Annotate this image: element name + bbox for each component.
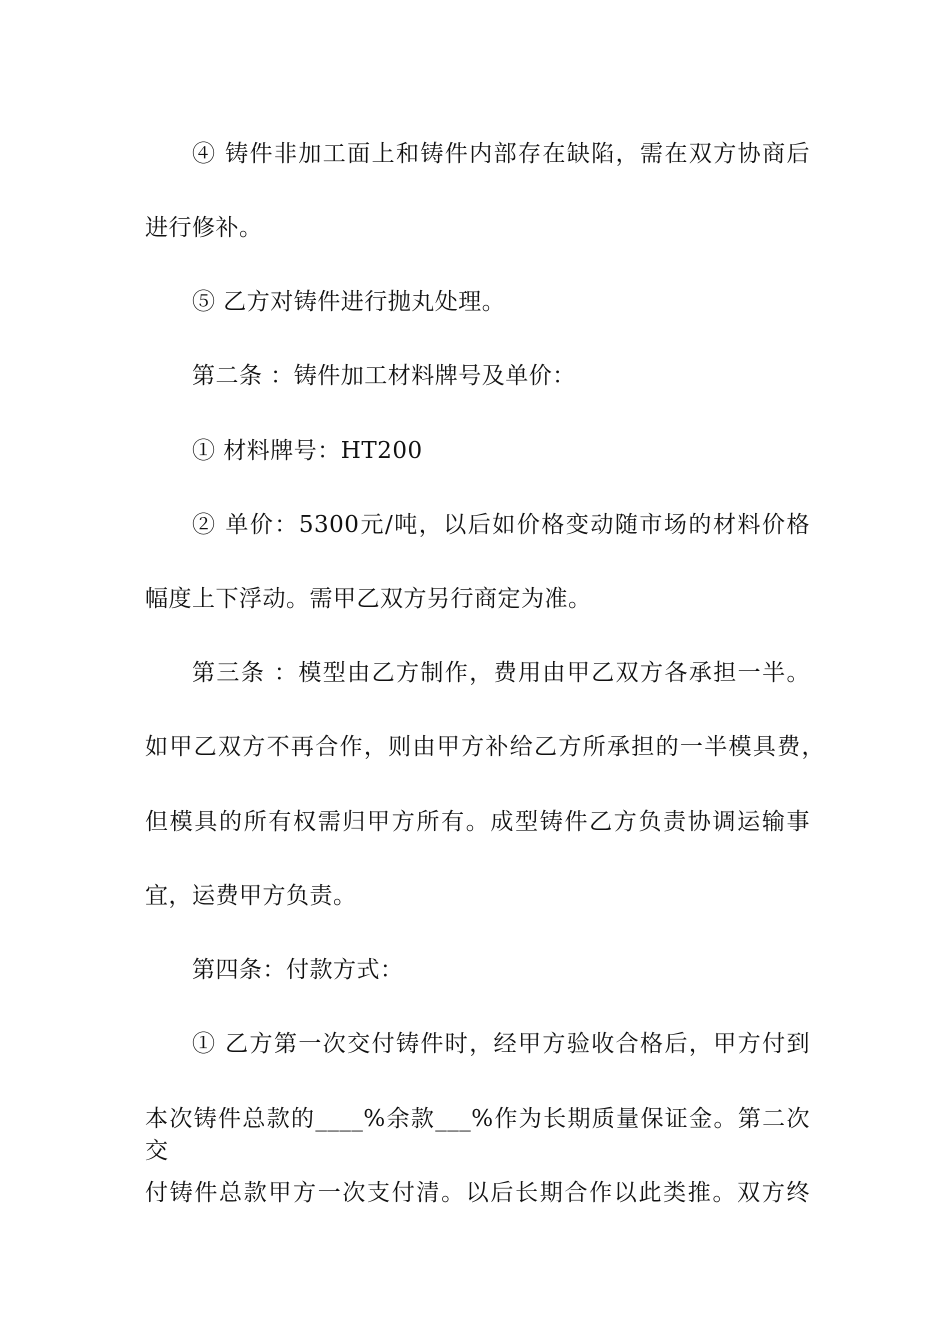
section-heading: 第三条 ：模型由乙方制作，费用由甲乙双方各承担一半。: [192, 660, 810, 686]
section-heading: 第四条：付款方式：: [192, 957, 404, 983]
paragraph-line: ④ 铸件非加工面上和铸件内部存在缺陷，需在双方协商后: [192, 141, 810, 167]
paragraph-line: 幅度上下浮动。需甲乙双方另行商定为准。: [145, 586, 592, 612]
paragraph-line: ① 乙方第一次交付铸件时，经甲方验收合格后，甲方付到: [192, 1031, 810, 1057]
paragraph-line: 进行修补。: [145, 215, 263, 241]
paragraph-line: 如甲乙双方不再合作，则由甲方补给乙方所承担的一半模具费，: [145, 734, 825, 760]
paragraph-line: ⑤ 乙方对铸件进行抛丸处理。: [192, 289, 506, 315]
paragraph-line: 但模具的所有权需归甲方所有。成型铸件乙方负责协调运输事: [145, 809, 810, 835]
section-heading: 第二条 ：铸件加工材料牌号及单价：: [192, 363, 576, 389]
paragraph-line: 本次铸件总款的____%余款___%作为长期质量保证金。第二次交: [145, 1106, 810, 1164]
paragraph-line: 付铸件总款甲方一次支付清。以后长期合作以此类推。双方终: [145, 1180, 810, 1206]
paragraph-line: 宜，运费甲方负责。: [145, 883, 357, 909]
paragraph-line: ① 材料牌号：HT200: [192, 438, 423, 464]
paragraph-line: ② 单价：5300元/吨，以后如价格变动随市场的材料价格: [192, 512, 810, 538]
